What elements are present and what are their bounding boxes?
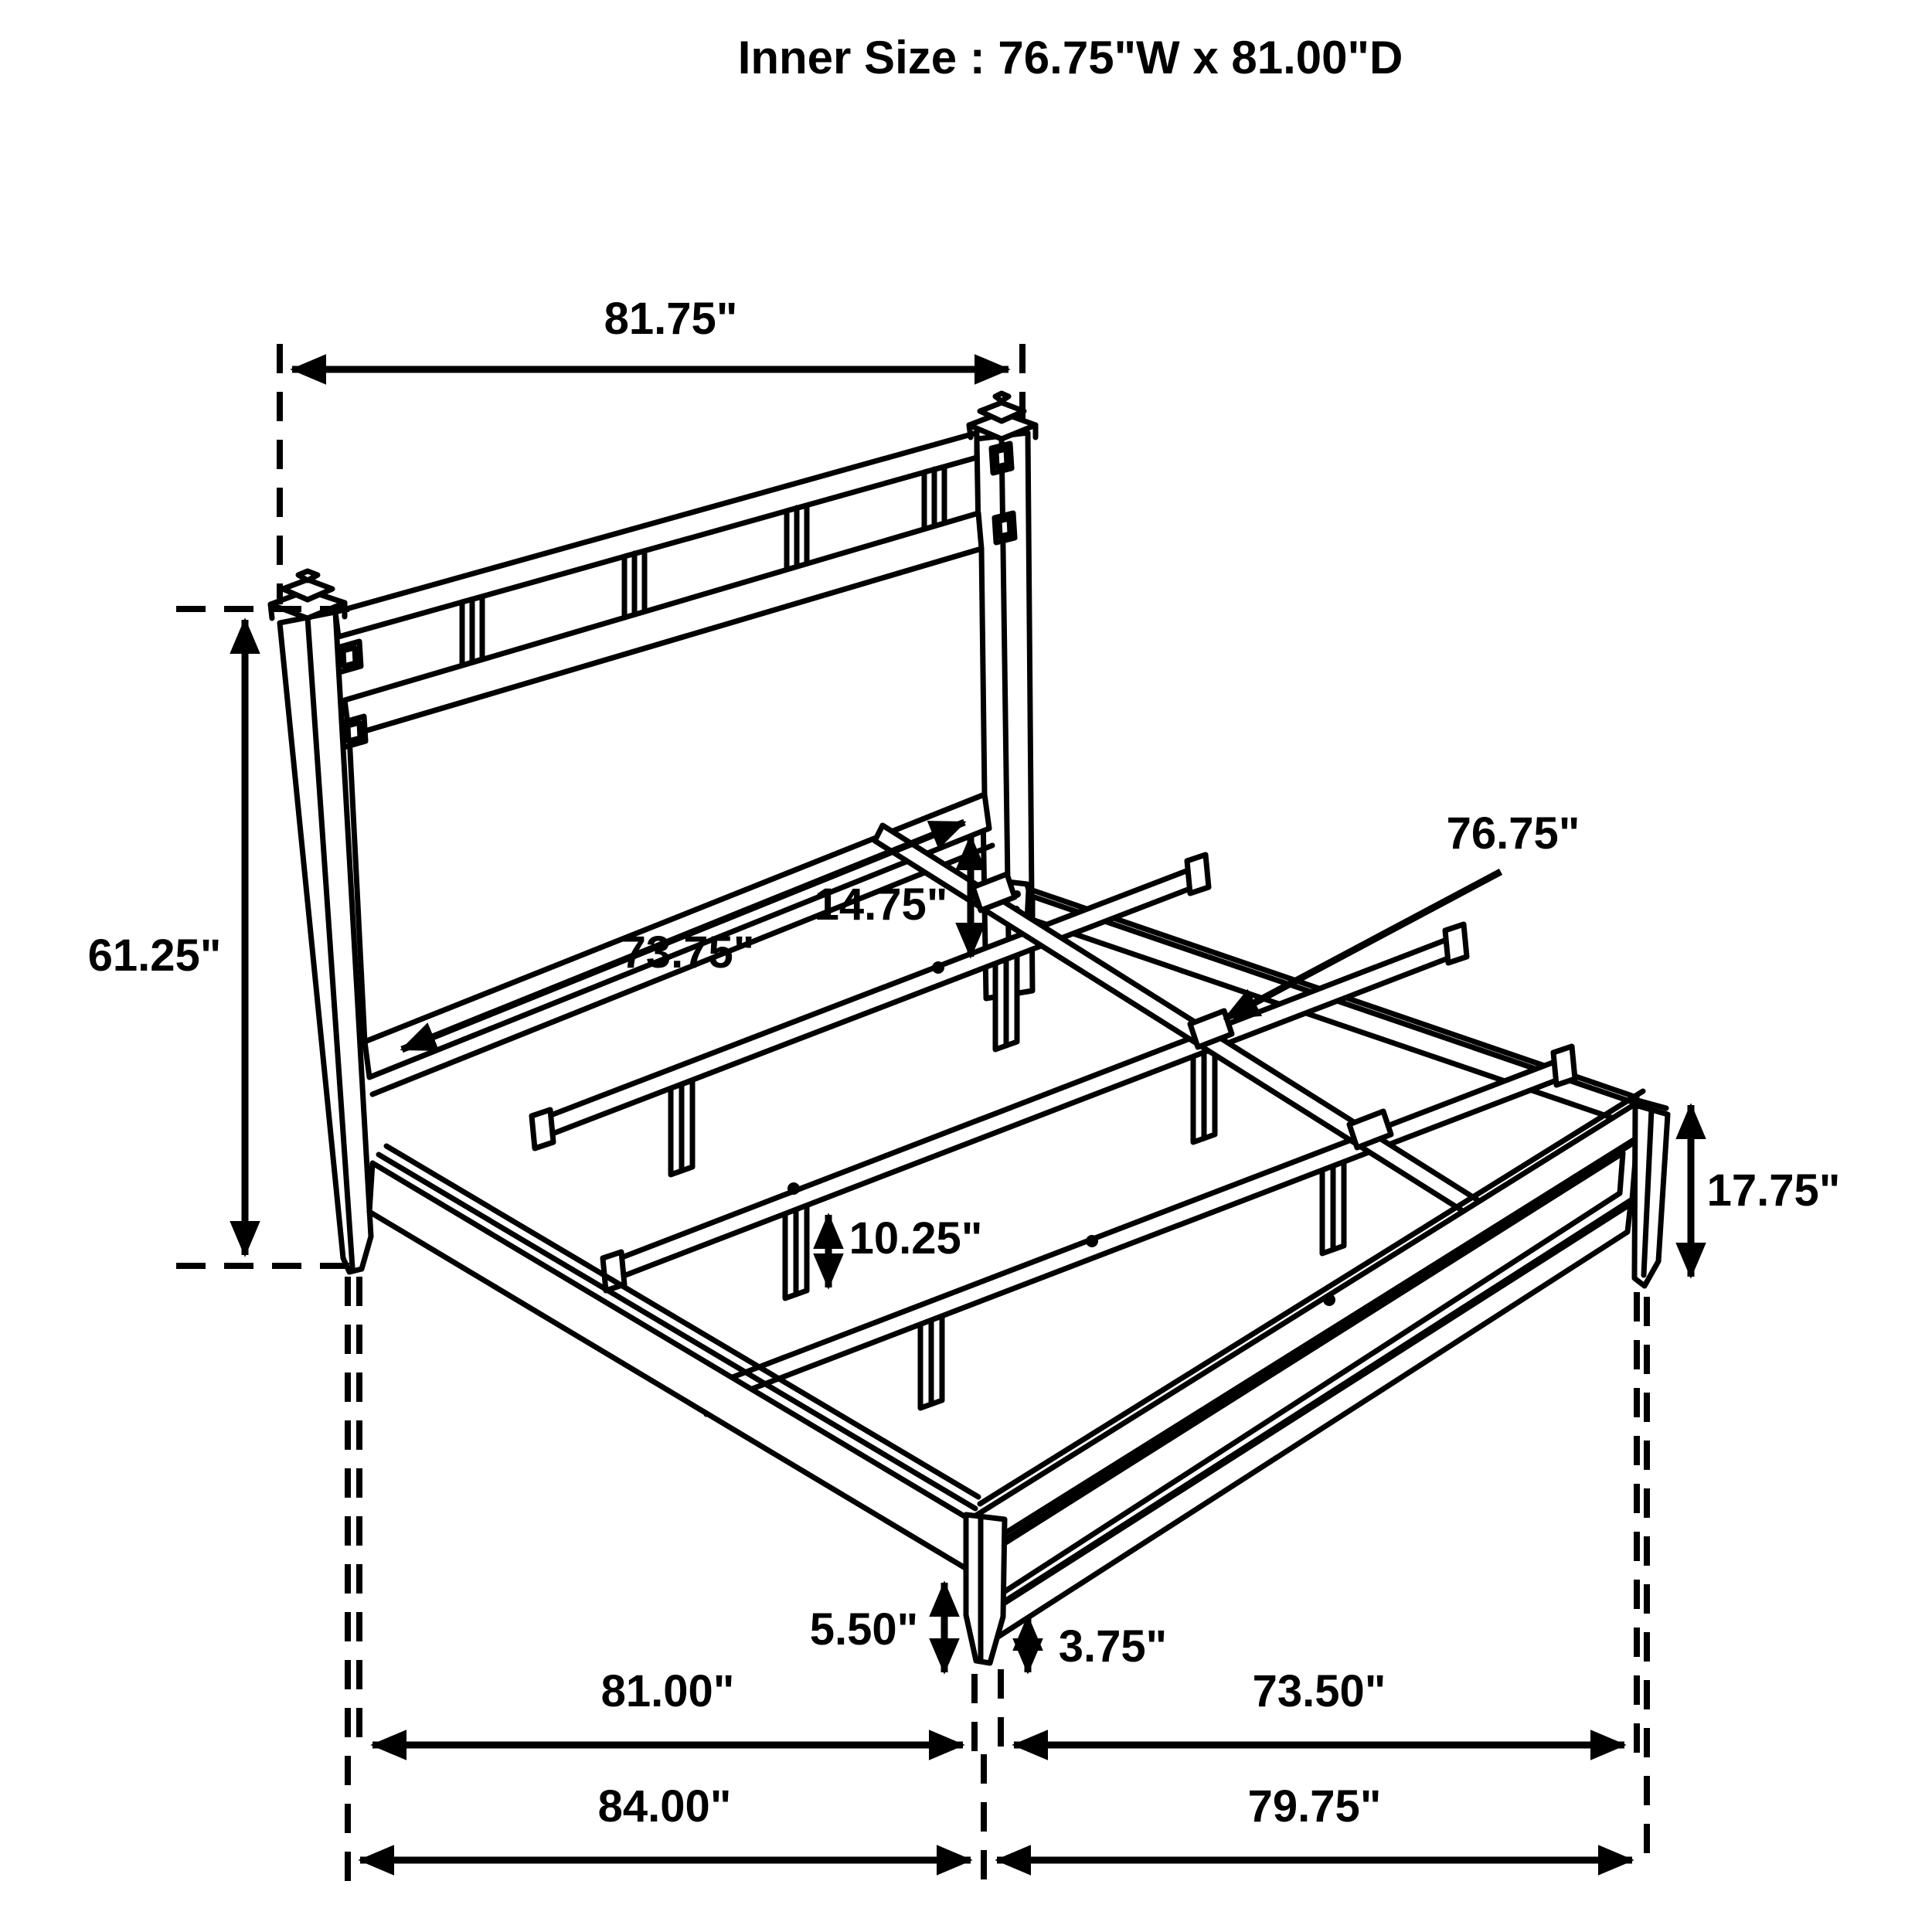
right-side-rail xyxy=(1032,890,1638,1127)
dim-label-slat-rail-length: 76.75" xyxy=(1446,808,1580,859)
dim-label-panel-to-rail: 14.75" xyxy=(814,879,948,930)
dim-label-inner-depth: 81.00" xyxy=(600,1666,735,1716)
dim-label-side-rail-clearance: 5.50" xyxy=(809,1604,919,1655)
dim-overall-depth xyxy=(360,1781,971,1860)
page-title: Inner Size : 76.75"W x 81.00"D xyxy=(737,32,1403,83)
dim-label-headboard-height: 61.25" xyxy=(87,930,222,981)
dim-footboard-clearance xyxy=(1028,1617,1167,1672)
dim-label-footboard-overall-width: 79.75" xyxy=(1247,1781,1382,1832)
dim-label-footboard-height: 17.75" xyxy=(1706,1165,1841,1216)
dim-inner-depth xyxy=(372,1666,963,1745)
dim-label-footboard-clearance: 3.75" xyxy=(1058,1621,1168,1672)
dim-headboard-height xyxy=(88,620,245,1255)
dim-label-overall-depth: 84.00" xyxy=(597,1781,732,1832)
dim-slat-rail-length xyxy=(1225,808,1580,1019)
left-side-rail xyxy=(369,1146,978,1570)
dim-label-footboard-inner-width: 73.50" xyxy=(1252,1666,1386,1716)
dim-slat-leg-height xyxy=(828,1213,982,1287)
dim-footboard-overall-width xyxy=(997,1781,1632,1860)
dim-footboard-height xyxy=(1691,1105,1840,1277)
dim-label-slat-leg-height: 10.25" xyxy=(849,1213,983,1264)
footboard-bottom-rail xyxy=(983,1204,1631,1645)
dim-label-headboard-inner-width: 73.75" xyxy=(621,927,755,978)
bed-drawing xyxy=(270,393,1668,1663)
dim-label-headboard-width: 81.75" xyxy=(604,294,738,344)
dim-footboard-inner-width xyxy=(1014,1666,1624,1745)
dim-side-rail-clearance xyxy=(810,1583,944,1672)
dim-headboard-width xyxy=(292,294,1009,369)
front-corner-leg xyxy=(966,1515,1005,1663)
